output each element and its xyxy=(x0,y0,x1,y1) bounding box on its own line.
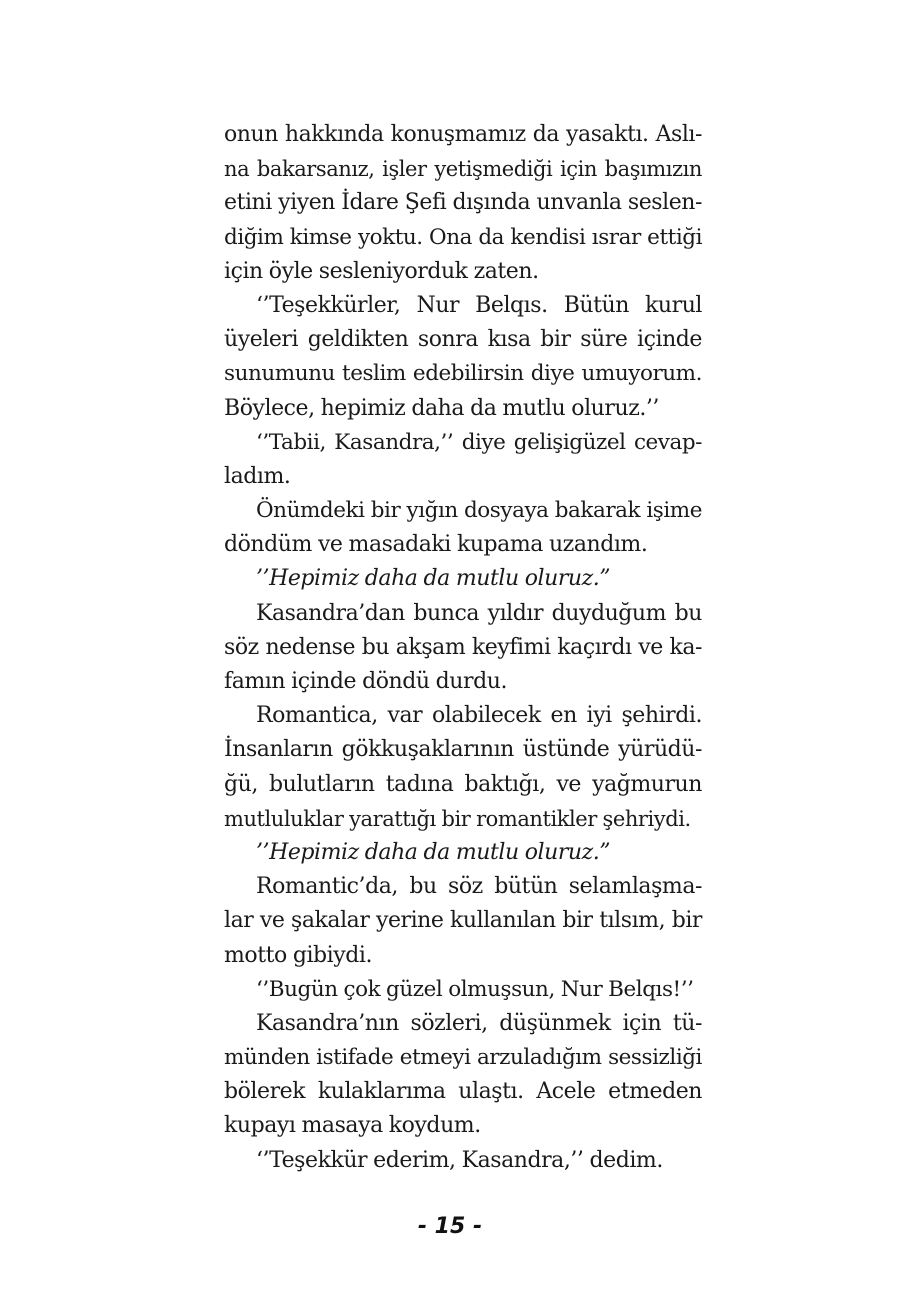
italic-quote-line: ’’Hepimiz daha da mutlu oluruz.” xyxy=(256,839,611,865)
text-line: ğü, bulutların tadına baktığı, ve yağmurun xyxy=(224,771,702,797)
italic-quote-line: ’’Hepimiz daha da mutlu oluruz.” xyxy=(256,566,611,592)
text-line: famın içinde döndü durdu. xyxy=(224,669,507,694)
page-body xyxy=(224,118,702,1178)
text-line: motto gibiydi. xyxy=(224,942,373,968)
text-line: Romantic’da, bu söz bütün selamlaşma- xyxy=(256,874,702,900)
text-line: diğim kimse yoktu. Ona da kendisi ısrar ettiği xyxy=(224,224,702,250)
text-line: söz nedense bu akşam keyfimi kaçırdı ve ka- xyxy=(224,634,702,660)
text-line: Önümdeki bir yığın dosyaya bakarak işime xyxy=(256,498,702,524)
text-line: etini yiyen İdare Şefi dışında unvanla seslen- xyxy=(224,190,702,216)
text-line: ‘’Teşekkürler, Nur Belqıs. Bütün kurul xyxy=(256,292,702,318)
text-line: sunumunu teslim edebilirsin diye umuyorum. xyxy=(224,361,702,387)
text-line: kupayı masaya koydum. xyxy=(224,1113,481,1139)
text-line: Böylece, hepimiz daha da mutlu oluruz.’’ xyxy=(224,395,659,421)
text-line: ‘’Bugün çok güzel olmuşsun, Nur Belqıs!’’ xyxy=(256,976,694,1002)
text-line: Romantica, var olabilecek en iyi şehirdi. xyxy=(256,703,702,729)
text-line: lar ve şakalar yerine kullanılan bir tılsım, bir xyxy=(224,908,702,934)
text-line: Kasandra’dan bunca yıldır duyduğum bu xyxy=(256,600,702,626)
text-line: İnsanların gökkuşaklarının üstünde yürüdü- xyxy=(224,737,702,763)
text-line: na bakarsanız, işler yetişmediği için başımızın xyxy=(224,157,702,182)
text-line: ‘’Tabii, Kasandra,’’ diye gelişigüzel cevap- xyxy=(256,429,702,455)
text-line: onun hakkında konuşmamız da yasaktı. Aslı- xyxy=(224,122,702,147)
text-line: mutluluklar yarattığı bir romantikler şehriydi. xyxy=(224,806,691,831)
text-line: ladım. xyxy=(224,463,291,489)
text-line: ‘’Teşekkür ederim, Kasandra,’’ dedim. xyxy=(256,1147,663,1173)
text-line: döndüm ve masadaki kupama uzandım. xyxy=(224,532,648,558)
text-line: münden istifade etmeyi arzuladığım sessizliği xyxy=(224,1045,702,1071)
text-line: için öyle sesleniyorduk zaten. xyxy=(224,258,539,284)
text-line: üyeleri geldikten sonra kısa bir süre içinde xyxy=(224,327,702,353)
text-line: bölerek kulaklarıma ulaştı. Acele etmeden xyxy=(224,1079,702,1105)
text-line: Kasandra’nın sözleri, düşünmek için tü- xyxy=(256,1010,702,1036)
page-number: - 15 - xyxy=(417,1214,483,1239)
